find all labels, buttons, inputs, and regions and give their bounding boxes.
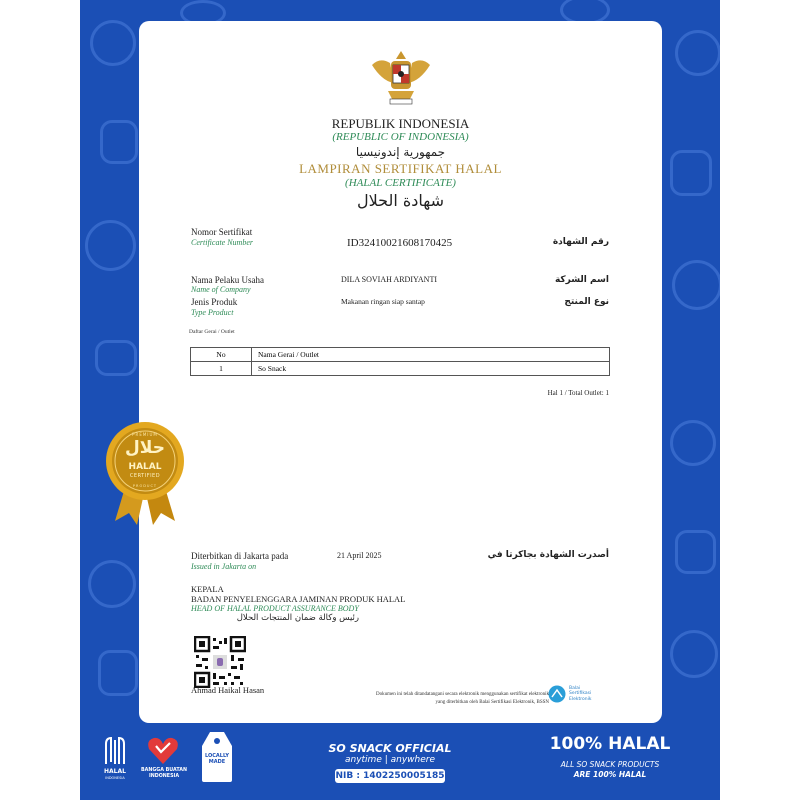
document-title-ar: شهادة الحلال bbox=[356, 191, 445, 210]
company-label: Nama Pelaku Usaha bbox=[191, 275, 264, 285]
certificate-number-label-en: Certificate Number bbox=[191, 238, 253, 247]
garuda-emblem-icon bbox=[370, 47, 432, 109]
doodle-box-icon bbox=[95, 340, 137, 376]
product-type: Makanan ringan siap santap bbox=[341, 297, 425, 306]
doodle-face-icon bbox=[670, 630, 718, 678]
seal-certified-text: CERTIFIED bbox=[129, 473, 161, 479]
certificate-number-label: Nomor Sertifikat bbox=[191, 227, 253, 237]
company-name: DILA SOVIAH ARDIYANTI bbox=[341, 275, 437, 284]
certificate-document bbox=[139, 21, 662, 723]
seal-top-text: PREMIUM bbox=[132, 432, 158, 437]
country-name: REPUBLIK INDONESIA bbox=[331, 116, 470, 131]
document-title-en: (HALAL CERTIFICATE) bbox=[345, 177, 456, 189]
certificate-number-label-ar: رقم الشهادة bbox=[552, 237, 609, 247]
product-type-label: Jenis Produk bbox=[191, 297, 238, 307]
signatory-agency-en: HEAD OF HALAL PRODUCT ASSURANCE BODY bbox=[191, 604, 359, 613]
signatory-title: KEPALA bbox=[191, 584, 224, 594]
halal-sub-line-1: ALL SO SNACK PRODUCTS bbox=[560, 760, 660, 769]
brand-tagline: anytime | anywhere bbox=[344, 755, 436, 765]
nib-number: NIB : 1402250005185 bbox=[335, 771, 445, 781]
footer-banner bbox=[80, 726, 720, 800]
doodle-face-icon bbox=[85, 220, 136, 271]
company-label-en: Name of Company bbox=[191, 285, 251, 294]
halal-certified-seal bbox=[105, 421, 185, 526]
outlet-table bbox=[190, 347, 610, 376]
doodle-face-icon bbox=[670, 420, 716, 466]
bangga-buatan-indonesia-icon bbox=[146, 734, 180, 766]
country-name-ar: جمهورية إندونيسيا bbox=[355, 145, 446, 159]
product-type-label-ar: نوع المنتج bbox=[564, 297, 609, 307]
issued-label-ar: أصدرت الشهادة بجاكرتا في bbox=[487, 550, 609, 560]
doodle-cup-icon bbox=[100, 120, 138, 164]
doodle-face-icon bbox=[90, 20, 136, 66]
notice-line-2: yang diterbitkan oleh Balai Sertifikasi Elektronik, BSSN bbox=[435, 699, 549, 705]
bbi-logo-text bbox=[140, 768, 188, 780]
signatory-agency-ar: رئيس وكالة ضمان المنتجات الحلال bbox=[236, 613, 359, 623]
outlet-table-header-no: No bbox=[191, 348, 252, 362]
seal-arabic-text: حلال bbox=[125, 438, 165, 458]
bsre-logo-text bbox=[569, 686, 591, 702]
outlet-table-header bbox=[191, 348, 610, 362]
outlet-row-no: 1 bbox=[191, 362, 252, 376]
country-name-en: (REPUBLIC OF INDONESIA) bbox=[332, 131, 469, 143]
doodle-face-icon bbox=[675, 30, 720, 76]
bsre-logo-icon bbox=[548, 685, 566, 703]
electronic-signature-notice bbox=[289, 691, 549, 706]
outlet-page-info: Hal 1 / Total Outlet: 1 bbox=[547, 389, 609, 397]
doodle-cup-icon bbox=[670, 150, 712, 196]
certificate-number: ID32410021608170425 bbox=[347, 237, 453, 249]
issued-date: 21 April 2025 bbox=[337, 551, 382, 560]
bbi-line-2: INDONESIA bbox=[148, 773, 180, 779]
issued-label: Diterbitkan di Jakarta pada bbox=[191, 551, 289, 561]
qr-code-icon bbox=[194, 636, 246, 688]
company-label-ar: اسم الشركة bbox=[554, 275, 609, 285]
doodle-cup-icon bbox=[98, 650, 138, 696]
halal-headline: 100% HALAL bbox=[549, 734, 671, 754]
product-type-label-en: Type Product bbox=[191, 308, 234, 317]
seal-halal-text: HALAL bbox=[128, 462, 162, 472]
notice-line-1: Dokumen ini telah ditandatangani secara elektronik menggunakan sertifikat elektronik bbox=[376, 692, 549, 697]
halal-logo-text: HALAL bbox=[104, 768, 126, 775]
signatory-agency: BADAN PENYELENGGARA JAMINAN PRODUK HALAL bbox=[191, 594, 406, 604]
bsre-line-1: Balai bbox=[569, 686, 581, 691]
halal-logo-subtext: INDONESIA bbox=[105, 776, 125, 780]
doodle-face-icon bbox=[88, 560, 136, 608]
bbi-line-1: BANGGA BUATAN bbox=[140, 768, 187, 773]
outlet-row-name: So Snack bbox=[252, 362, 610, 376]
bsre-line-3: Elektronik bbox=[569, 696, 592, 702]
outlet-list-caption: Daftar Gerai / Outlet bbox=[189, 329, 235, 335]
issued-label-en: Issued in Jakarta on bbox=[191, 562, 257, 571]
bsre-line-2: Sertifikasi bbox=[569, 691, 592, 697]
seal-bottom-text: PRODUCT bbox=[132, 484, 158, 488]
table-row bbox=[191, 362, 610, 376]
nib-badge bbox=[335, 769, 445, 783]
document-title: LAMPIRAN SERTIFIKAT HALAL bbox=[299, 161, 502, 176]
locally-made-text: LOCALLY MADE bbox=[204, 753, 229, 765]
halal-indonesia-logo-icon bbox=[102, 736, 128, 766]
doodle-box-icon bbox=[675, 530, 716, 574]
brand-name: SO SNACK OFFICIAL bbox=[328, 742, 452, 755]
doodle-face-icon bbox=[672, 260, 720, 310]
halal-sub-line-2: ARE 100% HALAL bbox=[573, 770, 647, 779]
outlet-table-header-name: Nama Gerai / Outlet bbox=[252, 348, 610, 362]
signatory-name: Ahmad Haikal Hasan bbox=[191, 685, 265, 695]
